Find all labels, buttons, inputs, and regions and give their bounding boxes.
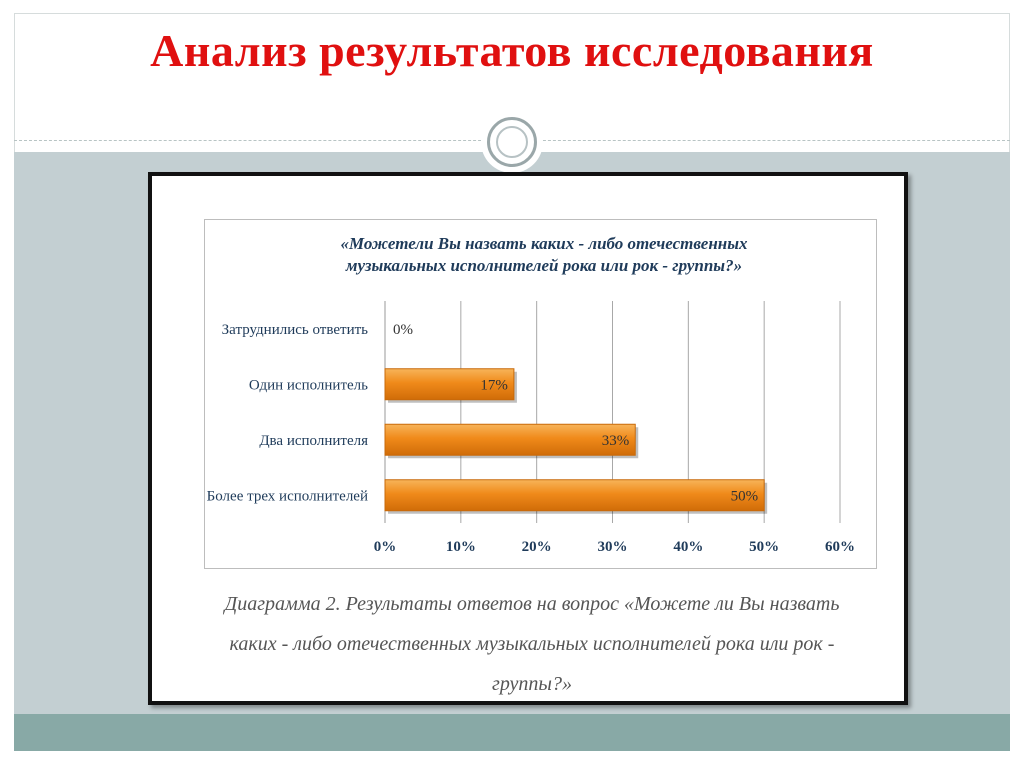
slide-title: Анализ результатов исследования [150,25,874,76]
x-tick-label: 30% [597,539,628,555]
data-label: 50% [730,488,759,505]
x-tick-label: 60% [825,539,855,555]
bottom-band [14,714,1010,751]
category-label: Более трех исполнителей [206,488,368,505]
category-label: Затруднились ответить [221,321,368,338]
data-label: 17% [480,377,508,394]
bar-chart [204,219,878,569]
data-label: 33% [601,432,630,449]
caption-line-3: группы?» [492,673,572,695]
ornament-ring [487,117,537,167]
bar [385,424,635,455]
chart-panel [148,172,908,705]
chart-caption [172,584,892,704]
caption-line-2: каких - либо отечественных музыкальных исполнителей рока или рок - [229,633,835,655]
x-tick-label: 40% [673,539,704,555]
caption-line-1: Диаграмма 2. Результаты ответов на вопрос «Можете ли Вы назвать [224,593,840,615]
x-tick-label: 10% [445,539,476,555]
bar [385,480,764,511]
category-label: Один исполнитель [248,377,368,394]
x-tick-label: 50% [749,539,780,555]
circle-ornament-icon [481,111,543,173]
data-label: 0% [393,321,413,338]
x-tick-label: 0% [373,539,397,555]
x-tick-label: 20% [521,539,552,555]
category-label: Два исполнителя [259,432,368,449]
chart-title-line-1: «Можетели Вы назвать каких - либо отечественных [340,234,748,253]
chart-title-line-2: музыкальных исполнителей рока или рок - группы?» [345,256,743,275]
